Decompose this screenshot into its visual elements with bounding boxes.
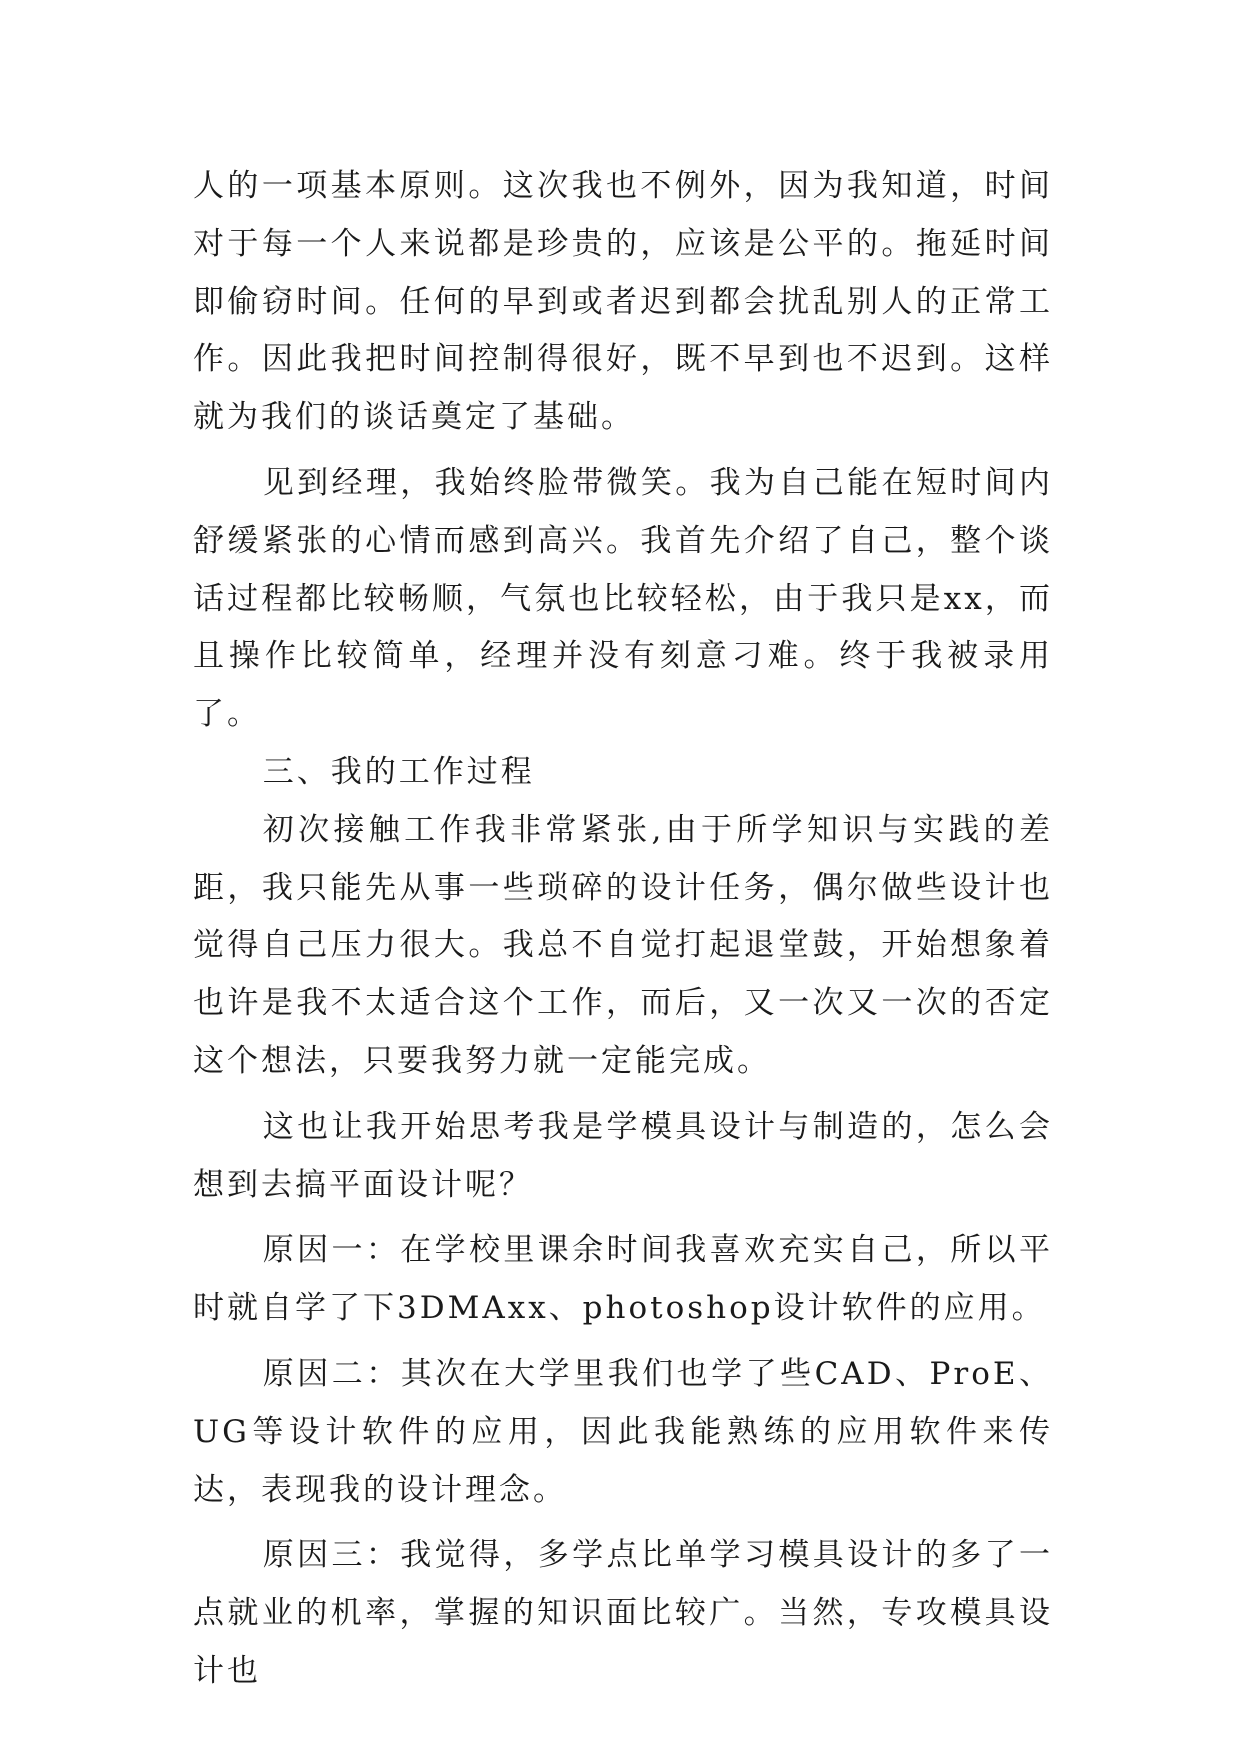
document-body	[193, 158, 1053, 1701]
paragraph-reflection: 这也让我开始思考我是学模具设计与制造的，怎么会想到去搞平面设计呢？	[193, 1108, 1053, 1203]
paragraph-reason-two: 原因二：其次在大学里我们也学了些CAD、ProE、UG等设计软件的应用，因此我能熟练的应用软件来传达，表现我的设计理念。	[193, 1355, 1053, 1508]
paragraph-first-contact: 初次接触工作我非常紧张,由于所学知识与实践的差距，我只能先从事一些琐碎的设计任务，偶尔做些设计也觉得自己压力很大。我总不自觉打起退堂鼓，开始想象着也许是我不太适合这个工作，而后，又一次又一次的否定这个想法，只要我努力就一定能完成。	[193, 811, 1053, 1079]
paragraph-reason-three: 原因三：我觉得，多学点比单学习模具设计的多了一点就业的机率，掌握的知识面比较广。当然，专攻模具设计也	[193, 1537, 1053, 1689]
paragraph-reason-one: 原因一：在学校里课余时间我喜欢充实自己，所以平时就自学了下3DMAxx、photoshop设计软件的应用。	[193, 1232, 1053, 1327]
paragraph-meeting-manager: 见到经理，我始终脸带微笑。我为自己能在短时间内舒缓紧张的心情而感到高兴。我首先介绍了自己，整个谈话过程都比较畅顺，气氛也比较轻松，由于我只是xx，而且操作比较简单，经理并没有刻意刁难。终于我被录用了。	[193, 464, 1053, 733]
paragraph-continuation: 人的一项基本原则。这次我也不例外，因为我知道，时间对于每一个人来说都是珍贵的，应该是公平的。拖延时间即偷窃时间。任何的早到或者迟到都会扰乱别人的正常工作。因此我把时间控制得很好，既不早到也不迟到。这样就为我们的谈话奠定了基础。	[193, 168, 1053, 436]
section-heading-work-process: 三、我的工作过程	[262, 753, 535, 790]
